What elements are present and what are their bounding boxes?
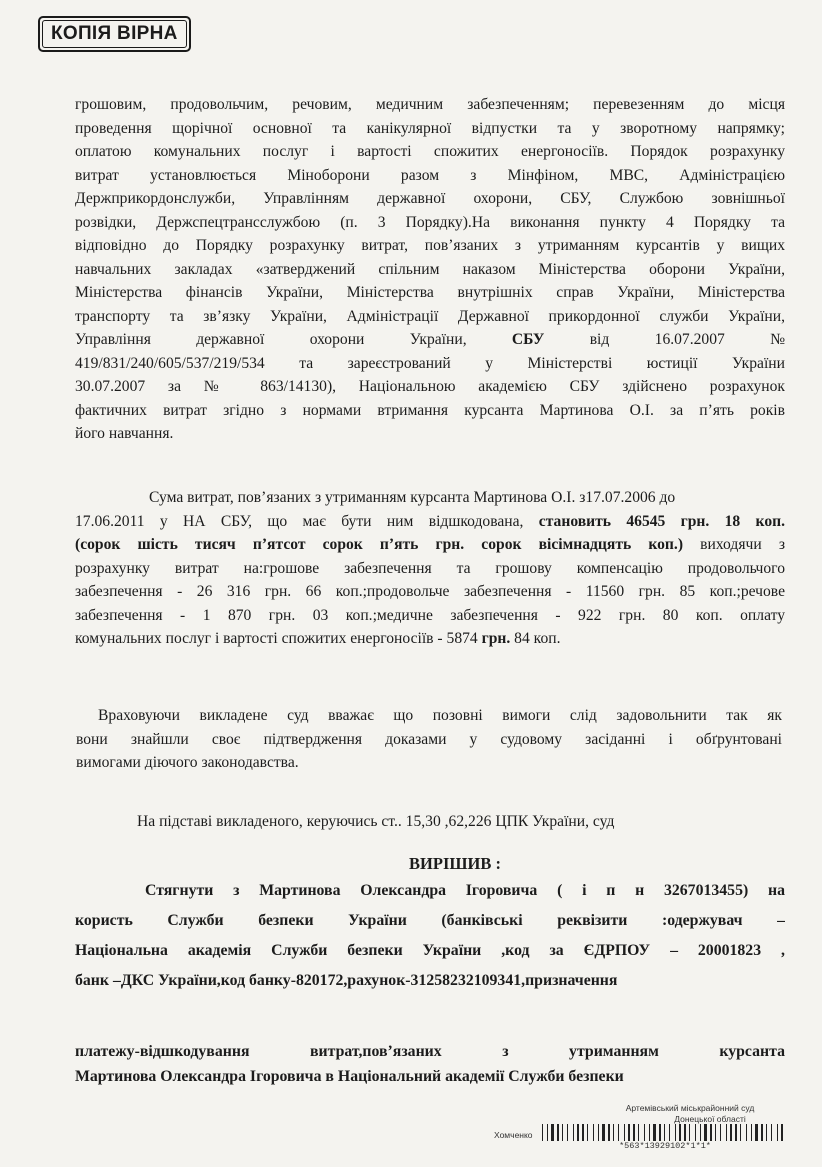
text-line: 419/831/240/605/537/219/534 та зареєстрований у Міністерстві юстиції України xyxy=(75,354,785,372)
paragraph-expenses-basis xyxy=(75,93,785,446)
text-line: витрат установлюється Міноборони разом з Мінфіном, МВС, Адміністрацією xyxy=(75,166,785,184)
clerk-name: Хомченко xyxy=(494,1130,533,1140)
text-line: користь Служби безпеки України (банківські реквізити :одержувач – xyxy=(75,912,785,929)
text-line: Мартинова Олександра Ігоровича в Національний академії Служби безпеки xyxy=(75,1068,624,1085)
text-line: комунальних послуг і вартості спожитих енергоносіїв - 5874 грн. 84 коп. xyxy=(75,630,561,647)
text-line: транспорту та зв’язку України, Адміністрації Державної прикордонної служби України, xyxy=(75,307,785,325)
text-line: грошовим, продовольчим, речовим, медичним забезпеченням; перевезенням до місця xyxy=(75,96,785,113)
text-line: Управління державної охорони України, СБУ від 16.07.2007 № xyxy=(75,331,785,348)
sbu-abbrev: СБУ xyxy=(511,331,545,348)
text-line: вимогами діючого законодавства. xyxy=(76,754,299,771)
text-line: платежу-відшкодування витрат,пов’язаних з утриманням курсанта xyxy=(75,1043,785,1060)
decision-heading: ВИРІШИВ : xyxy=(409,854,501,873)
certified-copy-stamp xyxy=(38,16,191,52)
text-line: розрахунку витрат на:грошове забезпечення та грошову компенсацію продовольчого xyxy=(75,559,785,577)
text-line: фактичних витрат згідно з нормами втримання курсанта Мартинова О.І. за п’ять років xyxy=(75,401,785,419)
text-line: банк –ДКС України,код банку-820172,рахунок-31258232109341,призначення xyxy=(75,972,618,989)
text-line: 30.07.2007 за № 863/14130), Національною академією СБУ здійснено розрахунок xyxy=(75,378,785,395)
court-name-footer: Артемівський міськрайонний суд Донецької області xyxy=(625,1103,755,1124)
total-amount: становить 46545 грн. 18 коп. xyxy=(538,512,785,530)
text-line: Національна академія Служби безпеки України ,код за ЄДРПОУ – 20001823 , xyxy=(75,942,785,959)
text-line: вони знайшли своє підтвердження доказами у судовому засіданні і обґрунтовані xyxy=(76,730,782,748)
decision-text-continued xyxy=(75,1039,785,1089)
text-line: його навчання. xyxy=(75,425,174,442)
paragraph-court-finding xyxy=(76,704,782,775)
text-line: На підставі викладеного, керуючись ст.. 15,30 ,62,226 ЦПК України, суд xyxy=(137,813,615,830)
text-line: Сума витрат, пов’язаних з утриманням курсанта Мартинова О.І. з17.07.2006 до xyxy=(149,489,676,506)
text-line: оплатою комунальних послуг і вартості спожитих енергоносіїв. Порядок розрахунку xyxy=(75,143,785,160)
stamp-text: КОПІЯ ВІРНА xyxy=(42,20,187,48)
text-line: 17.06.2011 у НА СБУ, що має бути ним відшкодована, становить 46545 грн. 18 коп. xyxy=(75,512,785,530)
text-line: (сорок шість тисяч п’ятсот сорок п’ять грн. сорок вісімнадцять коп.) виходячи з xyxy=(75,536,785,553)
text-line: навчальних закладах «затверджений спільним наказом Міністерства оборони України, xyxy=(75,260,785,278)
barcode-icon xyxy=(540,1124,790,1141)
text-line: Стягнути з Мартинова Олександра Ігоровича ( і п н 3267013455) на xyxy=(145,882,785,899)
text-line: забезпечення - 26 316 грн. 66 коп.;продовольче забезпечення - 11560 грн. 85 коп.;речове xyxy=(75,583,785,600)
total-amount-words: (сорок шість тисяч п’ятсот сорок п’ять грн. сорок вісімнадцять коп.) xyxy=(75,536,684,553)
text-line: Враховуючи викладене суд вважає що позовні вимоги слід задовольнити так як xyxy=(98,707,782,724)
text-line: Держприкордонслужби, Управлінням державної охорони, СБУ, Службою зовнішньої xyxy=(75,190,785,207)
decision-text xyxy=(75,876,785,996)
barcode-number: *563*13929102*1*1* xyxy=(619,1141,711,1151)
text-line: Міністерства фінансів України, Міністерства внутрішніх справ України, Міністерства xyxy=(75,284,785,301)
paragraph-legal-basis xyxy=(137,810,777,834)
paragraph-expenses-sum xyxy=(75,486,785,651)
text-line: проведення щорічної основної та канікулярної відпустки та у зворотному напрямку; xyxy=(75,119,785,137)
text-line: розвідки, Держспецтрансслужбою (п. 3 Порядку).На виконання пункту 4 Порядку та xyxy=(75,213,785,231)
text-line: відповідно до Порядку розрахунку витрат, пов’язаних з утриманням курсантів у вищих xyxy=(75,237,785,254)
text-line: забезпечення - 1 870 грн. 03 коп.;медичне забезпечення - 922 грн. 80 коп. оплату xyxy=(75,606,785,624)
